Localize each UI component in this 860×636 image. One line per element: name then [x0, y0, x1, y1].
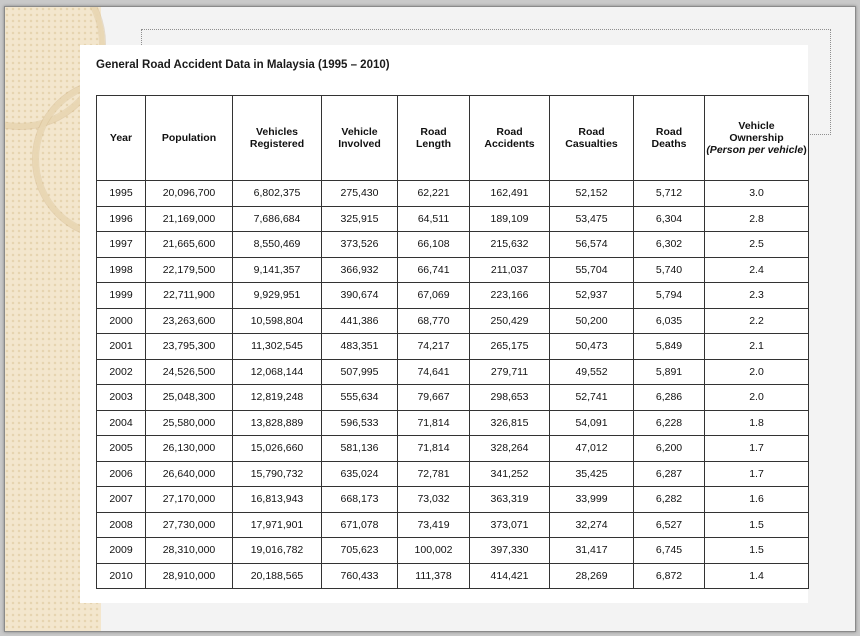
table-cell: 74,217	[398, 334, 470, 360]
table-row	[97, 487, 809, 513]
table-cell: 265,175	[470, 334, 550, 360]
column-header	[634, 96, 705, 181]
table-cell: 2007	[97, 487, 146, 513]
table-cell: 414,421	[470, 563, 550, 589]
table-cell: 21,665,600	[146, 232, 233, 258]
table-cell: 52,741	[550, 385, 634, 411]
table-cell: 17,971,901	[233, 512, 322, 538]
table-body	[97, 181, 809, 589]
table-cell: 363,319	[470, 487, 550, 513]
table-cell: 373,526	[322, 232, 398, 258]
table-cell: 2003	[97, 385, 146, 411]
table-cell: 250,429	[470, 308, 550, 334]
table-cell: 635,024	[322, 461, 398, 487]
column-header	[233, 96, 322, 181]
column-header	[322, 96, 398, 181]
table-cell: 74,641	[398, 359, 470, 385]
table-cell: 25,580,000	[146, 410, 233, 436]
table-cell: 33,999	[550, 487, 634, 513]
table-cell: 760,433	[322, 563, 398, 589]
table-title: General Road Accident Data in Malaysia (1995 – 2010)	[96, 59, 390, 71]
table-cell: 23,795,300	[146, 334, 233, 360]
table-cell: 79,667	[398, 385, 470, 411]
table-cell: 24,526,500	[146, 359, 233, 385]
table-row	[97, 257, 809, 283]
column-header-line: Vehicles	[255, 126, 299, 138]
table-cell: 6,302	[634, 232, 705, 258]
table-cell: 2.4	[705, 257, 809, 283]
table-cell: 6,287	[634, 461, 705, 487]
table-cell: 2008	[97, 512, 146, 538]
table-cell: 6,872	[634, 563, 705, 589]
table-cell: 507,995	[322, 359, 398, 385]
table-cell: 22,179,500	[146, 257, 233, 283]
table-cell: 13,828,889	[233, 410, 322, 436]
table-cell: 581,136	[322, 436, 398, 462]
table-cell: 298,653	[470, 385, 550, 411]
column-header	[705, 96, 809, 181]
table-cell: 5,740	[634, 257, 705, 283]
table-cell: 441,386	[322, 308, 398, 334]
table-cell: 1996	[97, 206, 146, 232]
table-cell: 47,012	[550, 436, 634, 462]
table-cell: 1.4	[705, 563, 809, 589]
table-cell: 9,929,951	[233, 283, 322, 309]
table-cell: 2.0	[705, 359, 809, 385]
table-cell: 279,711	[470, 359, 550, 385]
column-header-note: (Person per vehicle	[706, 144, 804, 156]
column-header-line: Year	[109, 132, 133, 144]
table-row	[97, 512, 809, 538]
table-cell: 8,550,469	[233, 232, 322, 258]
table-cell: 373,071	[470, 512, 550, 538]
table-cell: 275,430	[322, 181, 398, 207]
column-header-line: Road	[578, 126, 605, 138]
table-row	[97, 538, 809, 564]
table-header-row	[97, 96, 809, 181]
table-cell: 64,511	[398, 206, 470, 232]
table-cell: 50,200	[550, 308, 634, 334]
table-row	[97, 232, 809, 258]
table-cell: 73,032	[398, 487, 470, 513]
column-header-line: Length	[416, 138, 451, 150]
table-cell: 67,069	[398, 283, 470, 309]
table-cell: 325,915	[322, 206, 398, 232]
table-cell: 72,781	[398, 461, 470, 487]
column-header	[146, 96, 233, 181]
table-row	[97, 308, 809, 334]
column-header-line: Road	[655, 126, 683, 138]
table-cell: 6,286	[634, 385, 705, 411]
table-cell: 7,686,684	[233, 206, 322, 232]
table-cell: 341,252	[470, 461, 550, 487]
table-cell: 2009	[97, 538, 146, 564]
table-cell: 326,815	[470, 410, 550, 436]
table-row	[97, 334, 809, 360]
table-row	[97, 181, 809, 207]
table-cell: 189,109	[470, 206, 550, 232]
table-cell: 20,188,565	[233, 563, 322, 589]
table-cell: 35,425	[550, 461, 634, 487]
table-cell: 1.5	[705, 538, 809, 564]
table-cell: 2.8	[705, 206, 809, 232]
table-cell: 55,704	[550, 257, 634, 283]
table-cell: 5,794	[634, 283, 705, 309]
table-cell: 19,016,782	[233, 538, 322, 564]
table-cell: 28,910,000	[146, 563, 233, 589]
table-cell: 1.7	[705, 461, 809, 487]
table-cell: 1.5	[705, 512, 809, 538]
column-header	[550, 96, 634, 181]
table-cell: 27,730,000	[146, 512, 233, 538]
table-cell: 50,473	[550, 334, 634, 360]
table-cell: 2.2	[705, 308, 809, 334]
road-accident-table	[96, 95, 809, 589]
table-cell: 3.0	[705, 181, 809, 207]
table-cell: 71,814	[398, 436, 470, 462]
presentation-slide[interactable]	[4, 6, 856, 632]
column-header-line: Road	[496, 126, 523, 138]
table-cell: 328,264	[470, 436, 550, 462]
table-cell: 23,263,600	[146, 308, 233, 334]
table-row	[97, 385, 809, 411]
table-cell: 52,937	[550, 283, 634, 309]
table-cell: 2010	[97, 563, 146, 589]
table-cell: 111,378	[398, 563, 470, 589]
table-cell: 9,141,357	[233, 257, 322, 283]
column-header-line: Registered	[249, 138, 305, 150]
table-cell: 6,282	[634, 487, 705, 513]
table-cell: 2001	[97, 334, 146, 360]
table-cell: 62,221	[398, 181, 470, 207]
table-cell: 49,552	[550, 359, 634, 385]
table-cell: 12,068,144	[233, 359, 322, 385]
table-cell: 26,130,000	[146, 436, 233, 462]
table-row	[97, 410, 809, 436]
table-cell: 1998	[97, 257, 146, 283]
table-cell: 2004	[97, 410, 146, 436]
table-cell: 1.6	[705, 487, 809, 513]
table-cell: 668,173	[322, 487, 398, 513]
table-cell: 6,745	[634, 538, 705, 564]
table-cell: 211,037	[470, 257, 550, 283]
table-cell: 555,634	[322, 385, 398, 411]
table-cell: 5,849	[634, 334, 705, 360]
table-cell: 71,814	[398, 410, 470, 436]
table-cell: 1.7	[705, 436, 809, 462]
table-cell: 2005	[97, 436, 146, 462]
table-cell: 366,932	[322, 257, 398, 283]
table-row	[97, 436, 809, 462]
table-cell: 26,640,000	[146, 461, 233, 487]
table-cell: 15,026,660	[233, 436, 322, 462]
table-cell: 53,475	[550, 206, 634, 232]
table-cell: 2006	[97, 461, 146, 487]
table-cell: 16,813,943	[233, 487, 322, 513]
table-cell: 2002	[97, 359, 146, 385]
table-cell: 6,527	[634, 512, 705, 538]
table-cell: 2.5	[705, 232, 809, 258]
column-header-line: Road	[420, 126, 447, 138]
table-cell: 54,091	[550, 410, 634, 436]
table-cell: 22,711,900	[146, 283, 233, 309]
table-cell: 66,108	[398, 232, 470, 258]
column-header	[398, 96, 470, 181]
table-cell: 56,574	[550, 232, 634, 258]
table-cell: 1999	[97, 283, 146, 309]
table-cell: 25,048,300	[146, 385, 233, 411]
table-cell: 397,330	[470, 538, 550, 564]
table-cell: 2.3	[705, 283, 809, 309]
column-header	[470, 96, 550, 181]
table-cell: 671,078	[322, 512, 398, 538]
table-cell: 100,002	[398, 538, 470, 564]
table-cell: 10,598,804	[233, 308, 322, 334]
table-cell: 15,790,732	[233, 461, 322, 487]
table-cell: 6,228	[634, 410, 705, 436]
table-cell: 483,351	[322, 334, 398, 360]
table-cell: 596,533	[322, 410, 398, 436]
column-header-line: Ownership	[729, 132, 784, 144]
table-cell: 6,200	[634, 436, 705, 462]
table-cell: 2.0	[705, 385, 809, 411]
table-cell: 6,304	[634, 206, 705, 232]
table-cell: 11,302,545	[233, 334, 322, 360]
table-row	[97, 563, 809, 589]
column-header-line: Population	[161, 132, 217, 144]
table-cell: 66,741	[398, 257, 470, 283]
table-cell: 2000	[97, 308, 146, 334]
table-row	[97, 206, 809, 232]
column-header-line: Deaths	[651, 138, 687, 150]
table-cell: 28,269	[550, 563, 634, 589]
table-cell: 28,310,000	[146, 538, 233, 564]
table-cell: 162,491	[470, 181, 550, 207]
table-cell: 1.8	[705, 410, 809, 436]
table-cell: 52,152	[550, 181, 634, 207]
table-cell: 1997	[97, 232, 146, 258]
table-cell: 20,096,700	[146, 181, 233, 207]
column-header-line: Vehicle	[341, 126, 378, 138]
column-header-close: )	[803, 144, 807, 156]
table-row	[97, 359, 809, 385]
table-cell: 5,712	[634, 181, 705, 207]
column-header-line: Involved	[338, 138, 381, 150]
table-cell: 6,802,375	[233, 181, 322, 207]
table-row	[97, 461, 809, 487]
table-cell: 31,417	[550, 538, 634, 564]
column-header-line: Accidents	[484, 138, 535, 150]
table-cell: 73,419	[398, 512, 470, 538]
table-cell: 27,170,000	[146, 487, 233, 513]
table-row	[97, 283, 809, 309]
table-cell: 5,891	[634, 359, 705, 385]
table-cell: 390,674	[322, 283, 398, 309]
table-image-panel[interactable]	[80, 45, 808, 603]
table-cell: 215,632	[470, 232, 550, 258]
table-cell: 12,819,248	[233, 385, 322, 411]
table-cell: 2.1	[705, 334, 809, 360]
table-cell: 6,035	[634, 308, 705, 334]
table-cell: 68,770	[398, 308, 470, 334]
column-header-line: Casualties	[565, 138, 618, 150]
column-header	[97, 96, 146, 181]
table-cell: 32,274	[550, 512, 634, 538]
table-cell: 1995	[97, 181, 146, 207]
table-cell: 223,166	[470, 283, 550, 309]
table-cell: 21,169,000	[146, 206, 233, 232]
table-cell: 705,623	[322, 538, 398, 564]
column-header-line: Vehicle	[738, 120, 775, 132]
